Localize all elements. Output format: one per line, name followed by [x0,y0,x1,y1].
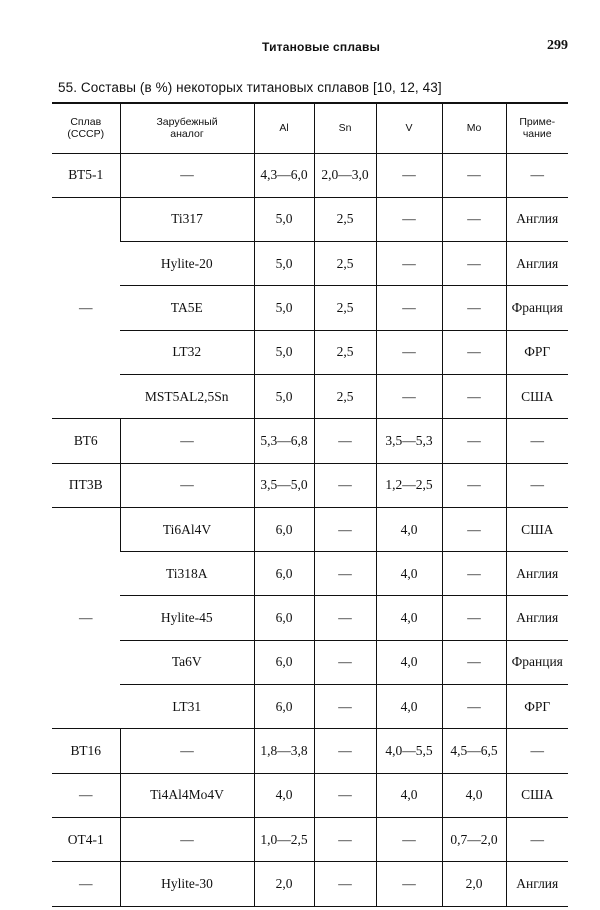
cell-sn: — [314,507,376,551]
table-row [52,685,568,729]
cell-note: — [506,817,568,861]
col-header-note-line1: Приме- [519,116,556,129]
cell-note: Англия [506,596,568,640]
cell-mo: — [442,596,506,640]
col-header-al: Al [254,103,314,153]
cell-al: 5,0 [254,330,314,374]
col-header-alloy-line2: (СССР) [67,128,105,141]
cell-note: США [506,773,568,817]
cell-sn: — [314,773,376,817]
cell-mo: — [442,242,506,286]
cell-analog: Ti318A [120,552,254,596]
cell-sn: 2,0—3,0 [314,153,376,197]
cell-note: Франция [506,640,568,684]
cell-al: 1,0—2,5 [254,817,314,861]
cell-al: 6,0 [254,596,314,640]
cell-analog: Ta6V [120,640,254,684]
cell-v: — [376,374,442,418]
table-header-row [52,103,568,153]
cell-al: 1,8—3,8 [254,729,314,773]
cell-note: Англия [506,552,568,596]
cell-v: — [376,153,442,197]
cell-al: 2,0 [254,862,314,906]
cell-analog: Ti4Al4Mo4V [120,773,254,817]
cell-v: — [376,862,442,906]
table-row [52,330,568,374]
table-row [52,242,568,286]
cell-mo: 4,0 [442,773,506,817]
cell-v: — [376,197,442,241]
cell-note: — [506,463,568,507]
table-row [52,507,568,551]
cell-al: 5,0 [254,374,314,418]
cell-mo: 0,7—2,0 [442,817,506,861]
cell-mo: 2,0 [442,862,506,906]
table-row [52,197,568,241]
cell-sn: — [314,463,376,507]
cell-al: 5,0 [254,242,314,286]
cell-al: 5,3—6,8 [254,419,314,463]
cell-analog: LT32 [120,330,254,374]
cell-analog: MST5AL2,5Sn [120,374,254,418]
table-row [52,419,568,463]
cell-al: 6,0 [254,685,314,729]
col-header-analog-line1: Зарубежный [156,116,218,129]
cell-analog: LT31 [120,685,254,729]
cell-alloy: ОТ4-1 [52,817,120,861]
col-header-sn: Sn [314,103,376,153]
cell-analog: Ti317 [120,197,254,241]
cell-v: — [376,330,442,374]
cell-sn: — [314,419,376,463]
cell-v: 4,0 [376,596,442,640]
cell-sn: — [314,552,376,596]
cell-v: 4,0—5,5 [376,729,442,773]
col-header-note-line2: чание [522,128,552,141]
table-row [52,729,568,773]
cell-analog: — [120,463,254,507]
cell-analog: — [120,153,254,197]
table-row [52,862,568,906]
cell-analog: — [120,729,254,773]
table-row [52,463,568,507]
col-header-alloy-line1: Сплав [70,116,102,129]
cell-al: 6,0 [254,507,314,551]
cell-mo: — [442,153,506,197]
cell-analog: — [120,817,254,861]
cell-note: ФРГ [506,685,568,729]
cell-mo: 4,5—6,5 [442,729,506,773]
table-body [52,153,568,906]
col-header-analog-line2: аналог [170,128,204,141]
cell-v: — [376,286,442,330]
col-header-note [506,103,568,153]
col-header-v: V [376,103,442,153]
cell-alloy: — [52,507,120,728]
cell-analog: Hylite-30 [120,862,254,906]
cell-al: 4,0 [254,773,314,817]
cell-sn: 2,5 [314,286,376,330]
cell-mo: — [442,552,506,596]
table-row [52,596,568,640]
cell-mo: — [442,374,506,418]
cell-alloy: ВТ16 [52,729,120,773]
cell-mo: — [442,419,506,463]
cell-analog: Hylite-45 [120,596,254,640]
cell-analog: TA5E [120,286,254,330]
cell-v: 4,0 [376,507,442,551]
table-caption: 55. Составы (в %) некоторых титановых сплавов [10, 12, 43] [58,80,442,95]
cell-alloy: — [52,773,120,817]
cell-al: 6,0 [254,552,314,596]
alloy-composition-table [52,102,568,907]
cell-note: Англия [506,242,568,286]
cell-note: США [506,507,568,551]
cell-al: 5,0 [254,286,314,330]
cell-note: Франция [506,286,568,330]
cell-mo: — [442,286,506,330]
table-row [52,552,568,596]
cell-v: — [376,817,442,861]
cell-sn: 2,5 [314,374,376,418]
cell-sn: — [314,640,376,684]
table-row [52,374,568,418]
cell-note: — [506,729,568,773]
page-number: 299 [547,38,568,53]
cell-v: — [376,242,442,286]
cell-sn: 2,5 [314,330,376,374]
cell-alloy: — [52,862,120,906]
table-row [52,640,568,684]
cell-alloy: ВТ6 [52,419,120,463]
cell-sn: — [314,596,376,640]
cell-note: ФРГ [506,330,568,374]
cell-mo: — [442,640,506,684]
cell-note: — [506,153,568,197]
col-header-alloy [52,103,120,153]
cell-analog: Ti6Al4V [120,507,254,551]
cell-note: Англия [506,197,568,241]
cell-alloy: — [52,197,120,418]
cell-mo: — [442,463,506,507]
cell-sn: 2,5 [314,197,376,241]
table-row [52,817,568,861]
cell-alloy: ВТ5-1 [52,153,120,197]
cell-al: 5,0 [254,197,314,241]
cell-al: 4,3—6,0 [254,153,314,197]
cell-sn: — [314,685,376,729]
cell-v: 4,0 [376,640,442,684]
table-row [52,153,568,197]
cell-al: 3,5—5,0 [254,463,314,507]
running-title: Титановые сплавы [262,40,381,54]
cell-alloy: ПТ3В [52,463,120,507]
cell-analog: — [120,419,254,463]
table-row [52,286,568,330]
cell-note: США [506,374,568,418]
cell-sn: — [314,817,376,861]
cell-v: 3,5—5,3 [376,419,442,463]
cell-analog: Hylite-20 [120,242,254,286]
cell-note: — [506,419,568,463]
cell-mo: — [442,197,506,241]
col-header-mo: Mo [442,103,506,153]
cell-sn: — [314,729,376,773]
cell-v: 4,0 [376,552,442,596]
cell-note: Англия [506,862,568,906]
cell-al: 6,0 [254,640,314,684]
cell-v: 1,2—2,5 [376,463,442,507]
table-row [52,773,568,817]
cell-mo: — [442,685,506,729]
col-header-analog [120,103,254,153]
page-header [52,38,568,60]
cell-v: 4,0 [376,773,442,817]
cell-mo: — [442,507,506,551]
cell-mo: — [442,330,506,374]
cell-v: 4,0 [376,685,442,729]
cell-sn: 2,5 [314,242,376,286]
cell-sn: — [314,862,376,906]
